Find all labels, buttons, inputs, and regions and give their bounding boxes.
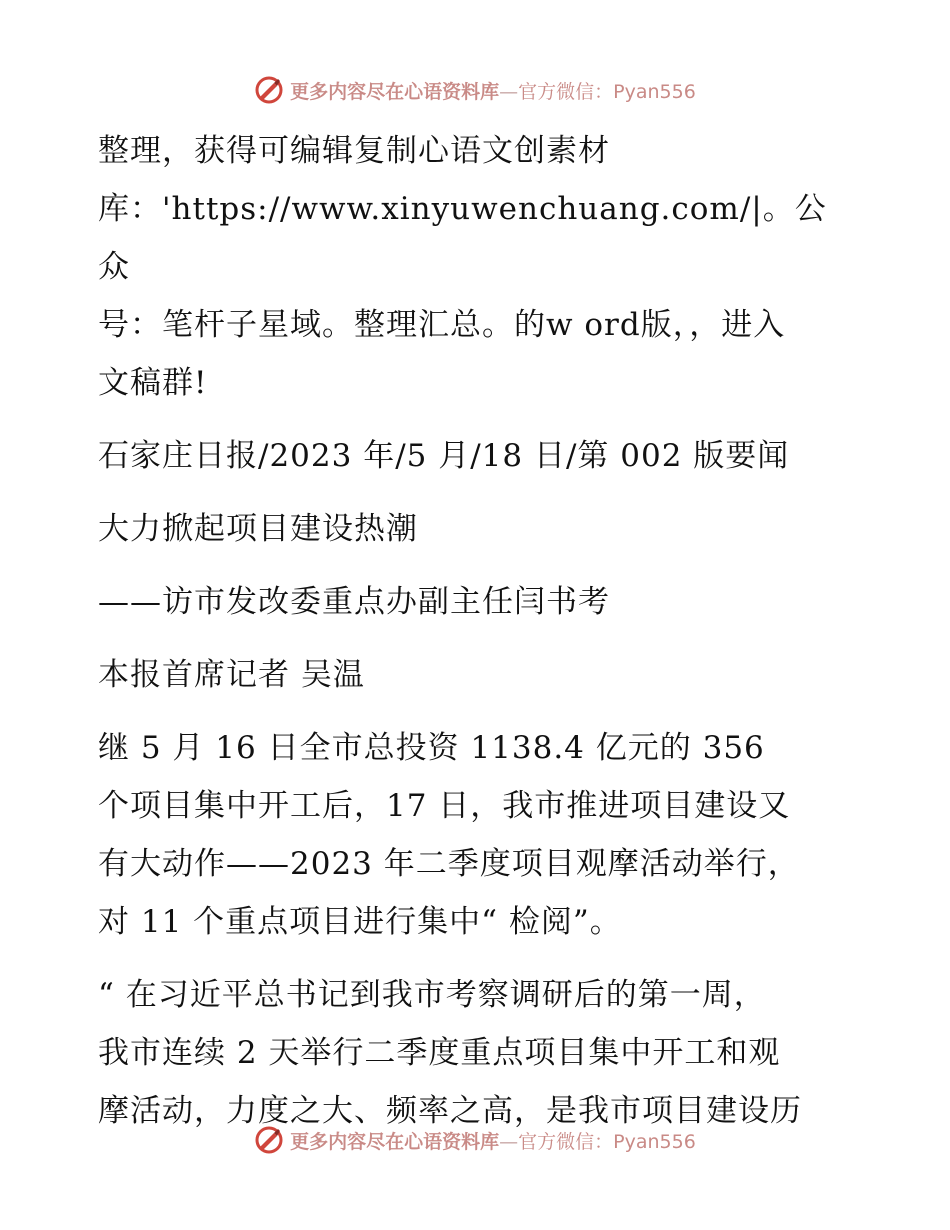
- banner-separator: —: [499, 1130, 519, 1153]
- paragraph-line: “ 在习近平总书记到我市考察调研后的第一周，: [98, 977, 766, 1013]
- footer-banner: [0, 1120, 950, 1160]
- intro-line: 库：'https://www.xinyuwenchuang.com/|。公众: [98, 191, 827, 285]
- paragraph-line: 对 11 个重点项目进行集中“ 检阅”。: [98, 904, 622, 940]
- paragraph-2: [98, 966, 858, 1140]
- paragraph-line: 个项目集中开工后，17 日，我市推进项目建设又: [98, 788, 791, 824]
- paragraph-line: 继 5 月 16 日全市总投资 1138.4 亿元的 356: [98, 730, 765, 766]
- banner-text: [290, 1127, 696, 1154]
- banner-text: [290, 77, 696, 104]
- banner-main-text: 更多内容尽在心语资料库: [290, 80, 500, 103]
- paragraph-1: [98, 719, 858, 951]
- article-title: 大力掀起项目建设热潮: [98, 511, 418, 547]
- banner-main-text: 更多内容尽在心语资料库: [290, 1130, 500, 1153]
- paragraph-line: 摩活动，力度之大、频率之高，是我市项目建设历: [98, 1093, 802, 1129]
- paragraph-line: 我市连续 2 天举行二季度重点项目集中开工和观: [98, 1035, 781, 1071]
- article-body: [98, 122, 858, 1140]
- source-line: 石家庄日报/2023 年/5 月/18 日/第 002 版要闻: [98, 438, 790, 474]
- intro-line: 文稿群!: [98, 365, 208, 401]
- pen-logo-icon: [254, 1125, 284, 1155]
- banner-wechat: 官方微信：Pyan556: [518, 1130, 696, 1153]
- banner-separator: —: [499, 80, 519, 103]
- header-banner: [0, 70, 950, 110]
- byline: 本报首席记者 吴温: [98, 657, 365, 693]
- article-subtitle: ——访市发改委重点办副主任闫书考: [98, 584, 610, 620]
- pen-logo-icon: [254, 75, 284, 105]
- intro-line: 整理，获得可编辑复制心语文创素材: [98, 133, 610, 169]
- paragraph-line: 有大动作——2023 年二季度项目观摩活动举行，: [98, 846, 800, 882]
- intro-line: 号：笔杆子星域。整理汇总。的w ord版，，进入: [98, 307, 786, 343]
- intro-paragraph: [98, 122, 858, 412]
- banner-wechat: 官方微信：Pyan556: [518, 80, 696, 103]
